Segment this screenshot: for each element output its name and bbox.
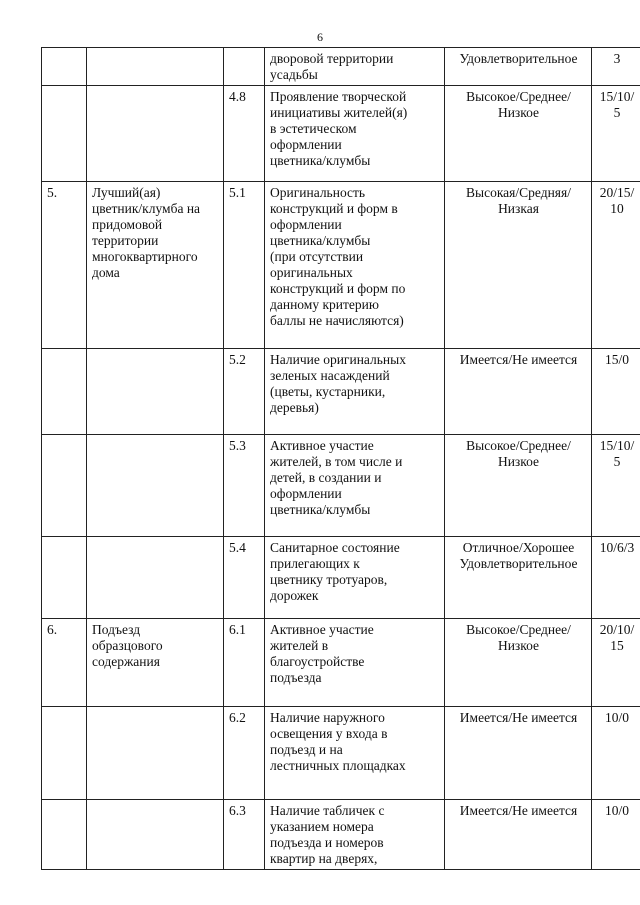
nomination-cell-text: Подъезд образцового содержания bbox=[92, 622, 163, 669]
points-cell bbox=[592, 707, 640, 800]
criterion-code-text: 5.3 bbox=[229, 438, 246, 453]
row-number-text: 6. bbox=[47, 622, 58, 637]
criterion-cell-text: Санитарное состояние прилегающих к цветнику тротуаров, дорожек bbox=[270, 540, 400, 603]
table-row bbox=[42, 435, 640, 537]
points-cell-text: 15/0 bbox=[604, 352, 629, 367]
points-cell-text: 10/6/3 bbox=[599, 540, 635, 555]
criterion-code-text: 6.1 bbox=[229, 622, 246, 637]
criterion-code-text: 6.3 bbox=[229, 803, 246, 818]
row-number-text: 5. bbox=[47, 185, 58, 200]
criterion-cell bbox=[265, 800, 445, 870]
points-cell-text: 10/0 bbox=[604, 803, 629, 818]
row-number bbox=[42, 86, 87, 182]
row-number bbox=[42, 619, 87, 707]
grade-cell-text: Высокое/Среднее/ Низкое bbox=[466, 438, 571, 469]
points-cell bbox=[592, 48, 640, 86]
criterion-cell-text: Наличие табличек с указанием номера подъезда и номеров квартир на дверях, bbox=[270, 803, 385, 866]
grade-cell bbox=[445, 86, 592, 182]
grade-cell bbox=[445, 800, 592, 870]
criterion-code bbox=[224, 435, 265, 537]
table-row bbox=[42, 349, 640, 435]
grade-cell-text: Удовлетворительное bbox=[459, 51, 578, 66]
criterion-code-text: 6.2 bbox=[229, 710, 246, 725]
nomination-cell bbox=[87, 48, 224, 86]
points-cell bbox=[592, 619, 640, 707]
row-number bbox=[42, 48, 87, 86]
criterion-cell bbox=[265, 86, 445, 182]
table-row bbox=[42, 86, 640, 182]
criterion-cell bbox=[265, 349, 445, 435]
page-number: 6 bbox=[317, 30, 323, 44]
criterion-cell bbox=[265, 537, 445, 619]
points-cell bbox=[592, 349, 640, 435]
table-row bbox=[42, 537, 640, 619]
criterion-code bbox=[224, 537, 265, 619]
table-row bbox=[42, 48, 640, 86]
grade-cell bbox=[445, 435, 592, 537]
criterion-code bbox=[224, 182, 265, 349]
grade-cell bbox=[445, 182, 592, 349]
criterion-code-text: 5.1 bbox=[229, 185, 246, 200]
criterion-cell bbox=[265, 619, 445, 707]
grade-cell bbox=[445, 619, 592, 707]
criterion-cell-text: Проявление творческой инициативы жителей(я) в эстетическом оформлении цветника/клумбы bbox=[270, 89, 408, 168]
criterion-code bbox=[224, 800, 265, 870]
criterion-cell bbox=[265, 707, 445, 800]
points-cell bbox=[592, 86, 640, 182]
criterion-cell-text: дворовой территории усадьбы bbox=[270, 51, 394, 82]
points-cell-text: 20/15/ 10 bbox=[599, 185, 635, 216]
nomination-cell bbox=[87, 619, 224, 707]
row-number bbox=[42, 182, 87, 349]
criterion-cell-text: Оригинальность конструкций и форм в оформлении цветника/клумбы (при отсутствии оригинальных конструкций и форм по данному критерию баллы не начисляются) bbox=[270, 185, 406, 328]
points-cell-text: 15/10/ 5 bbox=[599, 438, 635, 469]
points-cell-text: 15/10/ 5 bbox=[599, 89, 635, 120]
nomination-cell bbox=[87, 182, 224, 349]
criterion-cell-text: Наличие наружного освещения у входа в подъезд и на лестничных площадках bbox=[270, 710, 406, 773]
criterion-code bbox=[224, 619, 265, 707]
criterion-cell-text: Наличие оригинальных зеленых насаждений (цветы, кустарники, деревья) bbox=[270, 352, 406, 415]
criterion-code bbox=[224, 349, 265, 435]
nomination-cell bbox=[87, 800, 224, 870]
criterion-code-text: 5.2 bbox=[229, 352, 246, 367]
table-row bbox=[42, 182, 640, 349]
grade-cell-text: Высокое/Среднее/ Низкое bbox=[466, 622, 571, 653]
nomination-cell bbox=[87, 537, 224, 619]
points-cell bbox=[592, 800, 640, 870]
grade-cell-text: Высокое/Среднее/ Низкое bbox=[466, 89, 571, 120]
grade-cell bbox=[445, 349, 592, 435]
table-row bbox=[42, 619, 640, 707]
row-number bbox=[42, 537, 87, 619]
grade-cell-text: Имеется/Не имеется bbox=[459, 352, 578, 367]
nomination-cell bbox=[87, 86, 224, 182]
points-cell-text: 10/0 bbox=[604, 710, 629, 725]
grade-cell-text: Имеется/Не имеется bbox=[459, 710, 578, 725]
criterion-code-text: 5.4 bbox=[229, 540, 246, 555]
criterion-code bbox=[224, 86, 265, 182]
points-cell-text: 3 bbox=[613, 51, 621, 66]
criterion-cell bbox=[265, 182, 445, 349]
criterion-cell bbox=[265, 48, 445, 86]
criterion-code-text: 4.8 bbox=[229, 89, 246, 104]
points-cell bbox=[592, 435, 640, 537]
points-cell bbox=[592, 537, 640, 619]
criterion-code bbox=[224, 48, 265, 86]
grade-cell-text: Имеется/Не имеется bbox=[459, 803, 578, 818]
grade-cell-text: Высокая/Средняя/ Низкая bbox=[466, 185, 571, 216]
table-row bbox=[42, 800, 640, 870]
grade-cell bbox=[445, 48, 592, 86]
criteria-table bbox=[41, 47, 640, 870]
nomination-cell bbox=[87, 707, 224, 800]
grade-cell-text: Отличное/Хорошее Удовлетворительное bbox=[459, 540, 578, 571]
row-number bbox=[42, 349, 87, 435]
table-row bbox=[42, 707, 640, 800]
nomination-cell-text: Лучший(ая) цветник/клумба на придомовой территории многоквартирного дома bbox=[92, 185, 201, 280]
grade-cell bbox=[445, 707, 592, 800]
row-number bbox=[42, 800, 87, 870]
criterion-cell-text: Активное участие жителей в благоустройстве подъезда bbox=[270, 622, 374, 685]
nomination-cell bbox=[87, 349, 224, 435]
nomination-cell bbox=[87, 435, 224, 537]
points-cell bbox=[592, 182, 640, 349]
points-cell-text: 20/10/ 15 bbox=[599, 622, 635, 653]
row-number bbox=[42, 435, 87, 537]
criterion-code bbox=[224, 707, 265, 800]
row-number bbox=[42, 707, 87, 800]
criterion-cell bbox=[265, 435, 445, 537]
grade-cell bbox=[445, 537, 592, 619]
criterion-cell-text: Активное участие жителей, в том числе и детей, в создании и оформлении цветника/клумбы bbox=[270, 438, 403, 517]
